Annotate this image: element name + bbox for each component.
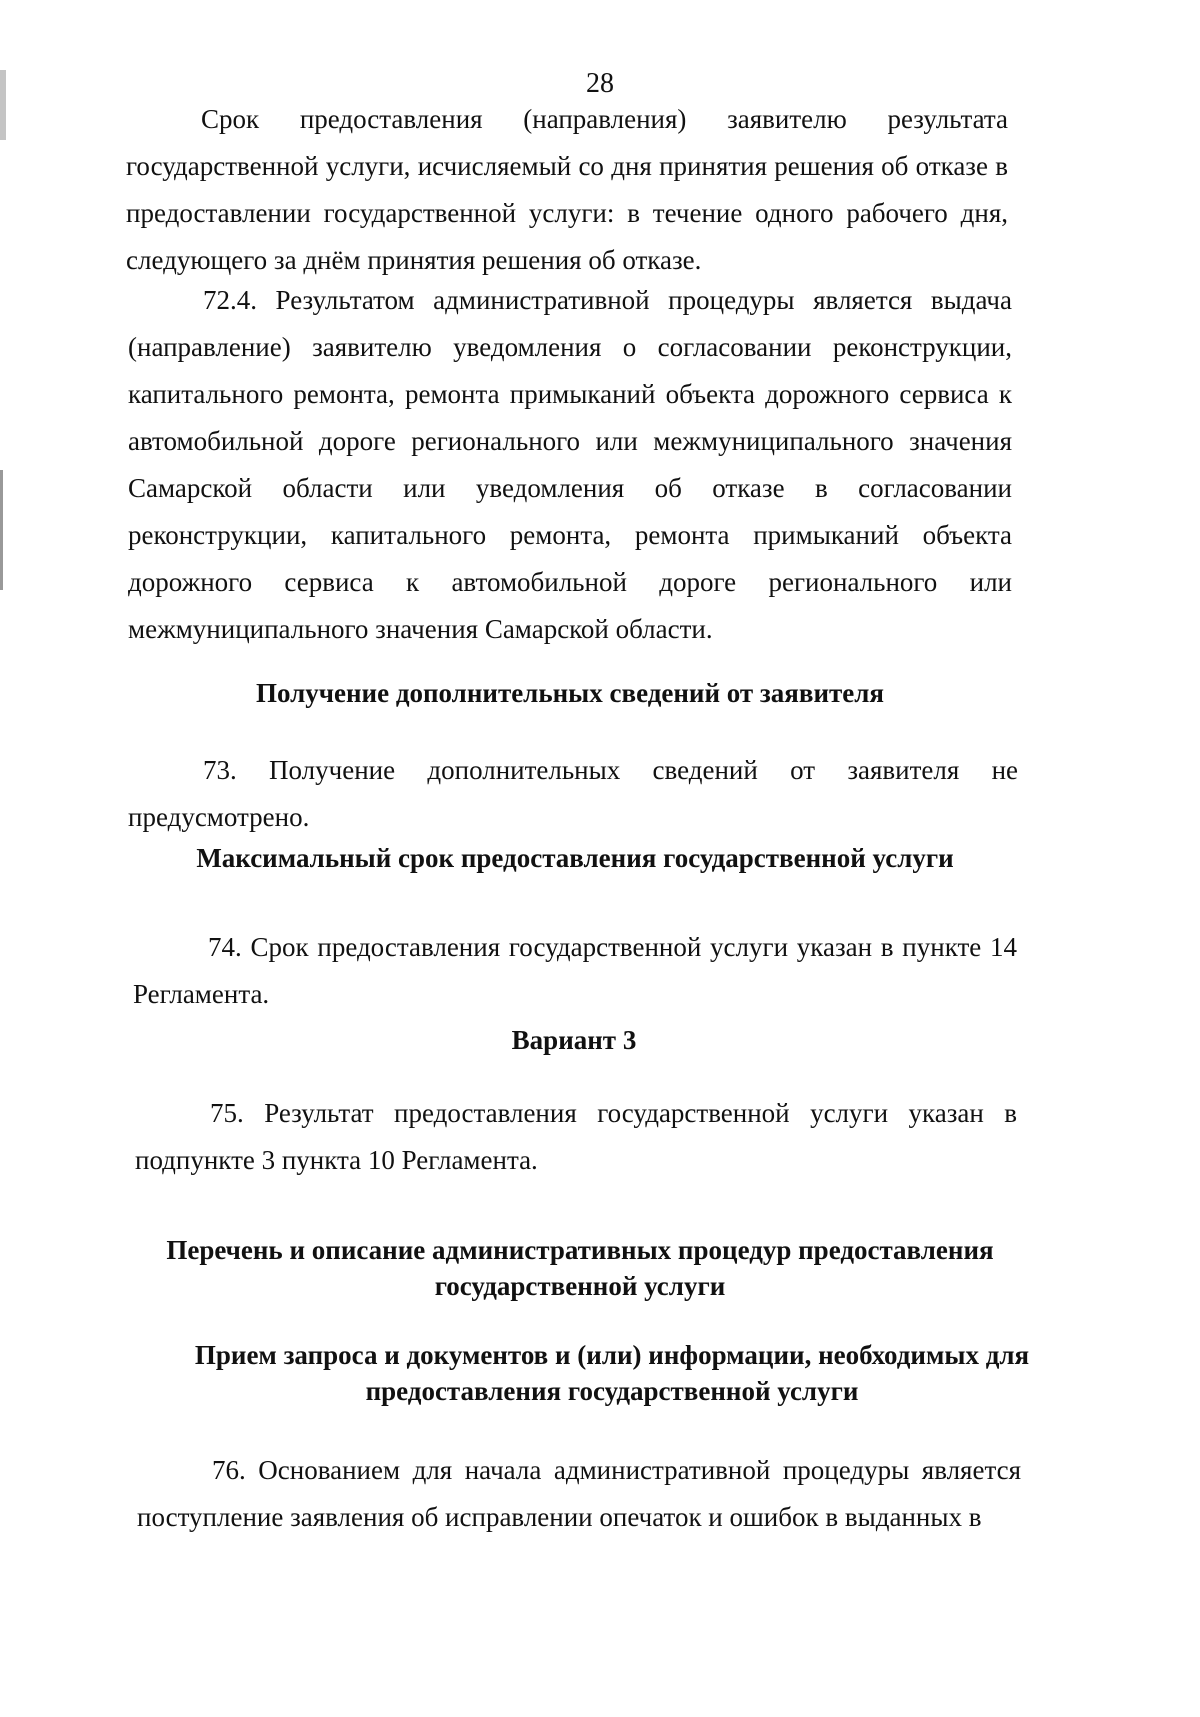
paragraph-result-term — [126, 96, 1008, 284]
section-heading-variant: Вариант 3 — [511, 1025, 637, 1055]
paragraph-74 — [133, 924, 1017, 1018]
section-heading-reception: Прием запроса и документов и (или) информации, необходимых для предоставления государственной услуги — [194, 1340, 1030, 1406]
paragraph-text: 76. Основанием для начала административной процедуры является поступление заявления об исправлении опечаток и ошибок в выданных в — [137, 1455, 1021, 1532]
section-heading-procedures: Перечень и описание административных процедур предоставления государственной услуги — [166, 1235, 994, 1301]
paragraph-72-4 — [128, 277, 1012, 653]
paragraph-text: Срок предоставления (направления) заявителю результата государственной услуги, исчисляемый со дня принятия решения об отказе в предоставлении государственной услуги: в течение одного рабочего дня, следующего за днём принятия решения об отказе. — [126, 104, 1008, 275]
paragraph-text: 75. Результат предоставления государственной услуги указан в подпункте 3 пункта 10 Регламента. — [135, 1098, 1017, 1175]
paragraph-73 — [128, 747, 1018, 841]
scan-edge-mark — [0, 470, 3, 590]
section-heading-additional-info: Получение дополнительных сведений от заявителя — [255, 678, 885, 708]
paragraph-76 — [137, 1447, 1021, 1541]
paragraph-75 — [135, 1090, 1017, 1184]
page-number: 28 — [586, 68, 614, 99]
section-heading-max-term: Максимальный срок предоставления государственной услуги — [196, 843, 954, 873]
paragraph-text: 73. Получение дополнительных сведений от заявителя не предусмотрено. — [128, 755, 1018, 832]
paragraph-text: 74. Срок предоставления государственной услуги указан в пункте 14 Регламента. — [133, 932, 1017, 1009]
paragraph-text: 72.4. Результатом административной процедуры является выдача (направление) заявителю уведомления о согласовании реконструкции, капитального ремонта, ремонта примыканий объекта дорожного сервиса к автомобильной дороге регионального или межмуниципального значения Самарской области или уведомления об отказе в согласовании реконструкции, капитального ремонта, ремонта примыканий объекта дорожного сервиса к автомобильной дороге регионального или межмуниципального значения Самарской области. — [128, 285, 1012, 644]
